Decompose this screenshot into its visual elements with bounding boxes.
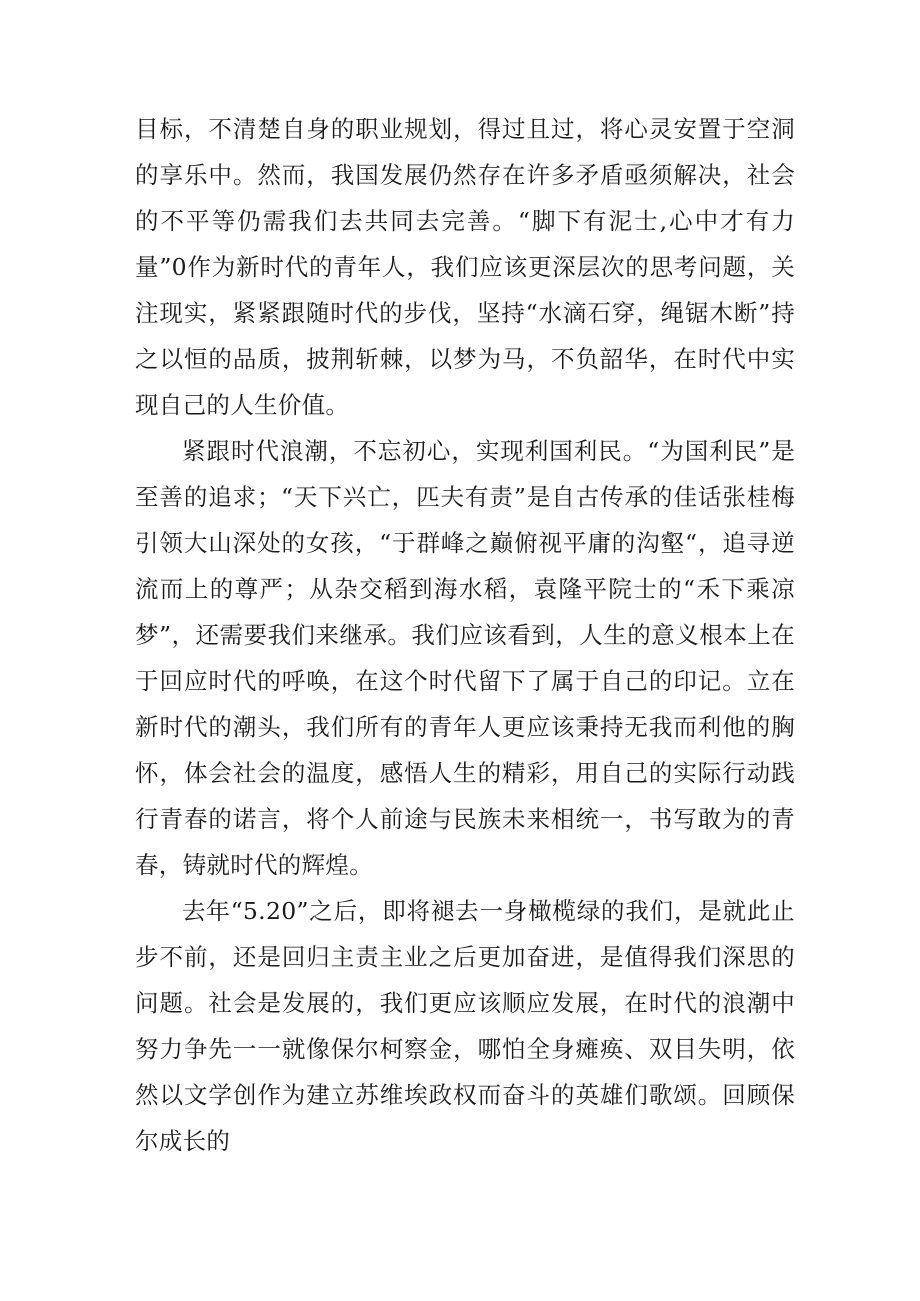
paragraph-last-year: 去年“5.20”之后，即将褪去一身橄榄绿的我们，是就此止步不前，还是回归主责主业之后更加奋进，是值得我们深思的问题。社会是发展的，我们更应该顺应发展，在时代的浪潮中努力争先一一就像保尔柯察金，哪怕全身瘫痪、双目失明，依然以文学创作为建立苏维埃政权而奋斗的英雄们歌颂。回顾保尔成长的 bbox=[135, 897, 795, 1155]
paragraph-keep-pace: 紧跟时代浪潮，不忘初心，实现利国利民。“为国利民”是至善的追求；“天下兴亡，匹夫有责”是自古传承的佳话张桂梅引领大山深处的女孩，“于群峰之巅俯视平庸的沟壑“，追寻逆流而上的尊严；从杂交稻到海水稻，袁隆平院士的“禾下乘凉梦”，还需要我们来继承。我们应该看到，人生的意义根本上在于回应时代的呼唤，在这个时代留下了属于自己的印记。立在新时代的潮头，我们所有的青年人更应该秉持无我而利他的胸怀，体会社会的温度，感悟人生的精彩，用自己的实际行动践行青春的诺言，将个人前途与民族未来相统一，书写敢为的青春，铸就时代的辉煌。 bbox=[135, 437, 795, 879]
paragraph-continuation: 目标，不清楚自身的职业规划，得过且过，将心灵安置于空洞的享乐中。然而，我国发展仍然存在许多矛盾亟须解决，社会的不平等仍需我们去共同去完善。“脚下有泥士,心中才有力量”0作为新时代的青年人，我们应该更深层次的思考问题，关注现实，紧紧跟随时代的步伐，坚持“水滴石穿，绳锯木断”持之以恒的品质，披荆斩棘，以梦为马，不负韶华，在时代中实现自己的人生价值。 bbox=[135, 115, 795, 419]
body-text bbox=[135, 106, 795, 1164]
